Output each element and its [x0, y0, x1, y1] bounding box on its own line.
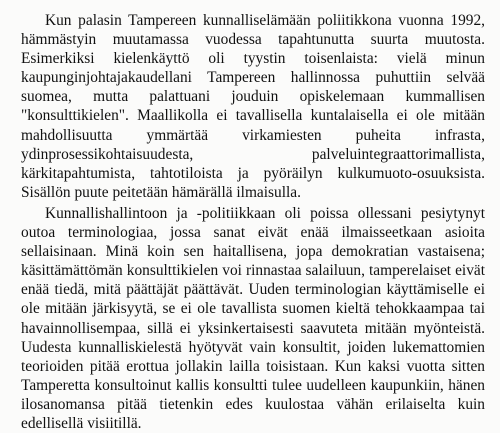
paragraph-2: Kunnallishallintoon ja -politiikkaan oli poissa ollessani pesiytynyt outoa terminologiaa, jossa sanat eivät enää ilmaisseetkaan asioita sellaisinaan. Minä koin sen haitallisena, jopa demokratian vastaisena; käsittämättömän konsulttikielen voi rinnastaa salailuun, tamperelaiset eivät enää tiedä, mitä päättäjät päättävät. Uuden terminologian käyttämiselle ei ole mitään järkisyytä, se ei ole tavallista suomen kieltä tehokkaampaa tai havainnollisempaa, sillä ei yksinkertaisesti saavuteta mitään myönteistä. Uudesta kunnalliskielestä hyötyvät vain konsultit, joiden lukemattomien teorioiden pitää erottua jollakin lailla toisistaan. Kun kaksi vuotta sitten Tamperetta konsultoinut kallis konsultti tulee uudelleen kaupunkiin, hänen ilosanomansa pitää tietenkin edes kuulostaa vähän erilaiselta kuin edellisellä visiitillä. — [21, 204, 485, 432]
paragraph-1: Kun palasin Tampereen kunnalliselämään poliitikkona vuonna 1992, hämmästyin muutamassa vuodessa tapahtunutta suurta muutosta. Esimerkiksi kielenkäyttö oli tyystin toisenlaista: vielä minun kaupunginjohtajakaudellani Tampereen hallinnossa puhuttiin selvää suomea, mutta palattuani jouduin opiskelemaan kummallisen "konsulttikielen". Maallikolla ei tavallisella kuntalaisella ei ole mitään mahdollisuutta ymmärtää virkamiesten puheita infrasta, ydinprosessikohtaisuudesta, palveluintegraattorimallista, kärkitapahtumista, tahtotiloista ja pyöräilyn kulkumuoto-osuuksista. Sisällön puute peitetään hämärällä ilmaisulla. — [21, 12, 485, 201]
